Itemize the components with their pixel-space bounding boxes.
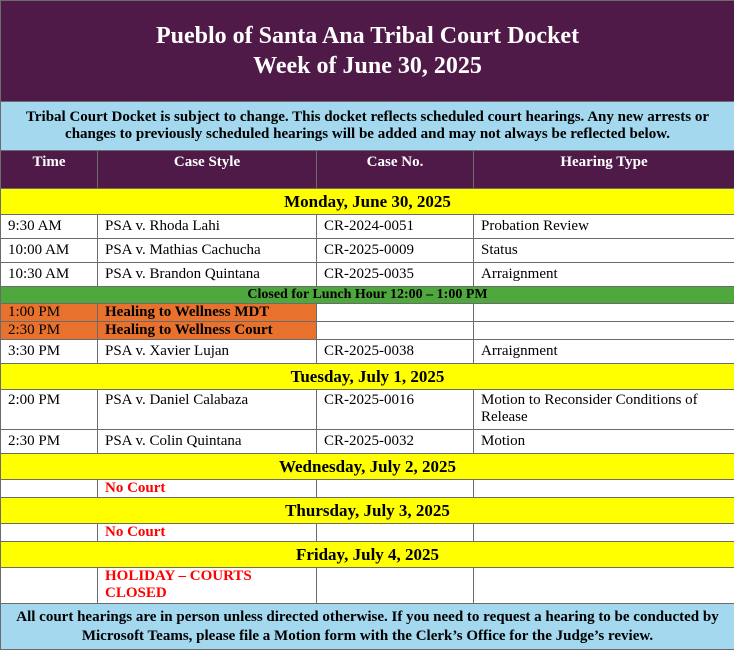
change-notice: Tribal Court Docket is subject to change. This docket reflects scheduled court hearings. Any new arrests or changes to previously scheduled hearings will be added and may not always be reflected below. xyxy=(1,102,734,151)
hearing-type xyxy=(474,524,734,542)
hearing-type: Arraignment xyxy=(474,340,734,364)
table-row xyxy=(1,390,734,430)
hearing-type xyxy=(474,322,734,340)
hearing-time: 10:00 AM xyxy=(1,239,98,263)
case-style: PSA v. Brandon Quintana xyxy=(98,263,317,287)
case-number xyxy=(317,304,474,322)
holiday-note: HOLIDAY – COURTS CLOSED xyxy=(98,568,317,604)
table-row xyxy=(1,239,734,263)
case-number xyxy=(317,480,474,498)
title-line-1: Pueblo of Santa Ana Tribal Court Docket xyxy=(1,21,734,51)
table-row xyxy=(1,480,734,498)
hearing-type: Motion xyxy=(474,430,734,454)
hearing-type: Arraignment xyxy=(474,263,734,287)
hearing-time: 2:30 PM xyxy=(1,430,98,454)
no-court-note: No Court xyxy=(98,524,317,542)
hearing-time xyxy=(1,480,98,498)
table-row xyxy=(1,340,734,364)
hearing-time: 10:30 AM xyxy=(1,263,98,287)
hearing-time: 9:30 AM xyxy=(1,215,98,239)
hearing-type xyxy=(474,304,734,322)
footer-notice: All court hearings are in person unless directed otherwise. If you need to request a hearing to be conducted by Microsoft Teams, please file a Motion form with the Clerk’s Office for the Judge’s review. xyxy=(1,604,734,650)
hearing-type xyxy=(474,480,734,498)
day-header-thursday: Thursday, July 3, 2025 xyxy=(1,498,734,524)
case-style: PSA v. Daniel Calabaza xyxy=(98,390,317,430)
hearing-type xyxy=(474,568,734,604)
case-number xyxy=(317,322,474,340)
no-court-note: No Court xyxy=(98,480,317,498)
case-style: PSA v. Rhoda Lahi xyxy=(98,215,317,239)
case-number: CR-2025-0038 xyxy=(317,340,474,364)
case-number xyxy=(317,568,474,604)
table-row xyxy=(1,215,734,239)
case-number: CR-2025-0035 xyxy=(317,263,474,287)
case-style: PSA v. Mathias Cachucha xyxy=(98,239,317,263)
case-style: Healing to Wellness MDT xyxy=(98,304,317,322)
case-style: Healing to Wellness Court xyxy=(98,322,317,340)
hearing-time: 1:00 PM xyxy=(1,304,98,322)
table-row xyxy=(1,568,734,604)
lunch-break-banner: Closed for Lunch Hour 12:00 – 1:00 PM xyxy=(1,287,734,304)
column-header-time: Time xyxy=(1,151,98,189)
table-row xyxy=(1,430,734,454)
table-row xyxy=(1,524,734,542)
hearing-time: 3:30 PM xyxy=(1,340,98,364)
hearing-time: 2:00 PM xyxy=(1,390,98,430)
hearing-time: 2:30 PM xyxy=(1,322,98,340)
table-row xyxy=(1,304,734,322)
hearing-type: Motion to Reconsider Conditions of Release xyxy=(474,390,734,430)
case-number xyxy=(317,524,474,542)
case-style: PSA v. Xavier Lujan xyxy=(98,340,317,364)
column-header-hearing-type: Hearing Type xyxy=(474,151,734,189)
column-header-case-no: Case No. xyxy=(317,151,474,189)
title-line-2: Week of June 30, 2025 xyxy=(1,51,734,81)
table-row xyxy=(1,263,734,287)
case-number: CR-2025-0016 xyxy=(317,390,474,430)
table-row xyxy=(1,322,734,340)
day-header-monday: Monday, June 30, 2025 xyxy=(1,189,734,215)
hearing-time xyxy=(1,524,98,542)
day-header-friday: Friday, July 4, 2025 xyxy=(1,542,734,568)
case-number: CR-2025-0009 xyxy=(317,239,474,263)
day-header-wednesday: Wednesday, July 2, 2025 xyxy=(1,454,734,480)
case-style: PSA v. Colin Quintana xyxy=(98,430,317,454)
column-header-case-style: Case Style xyxy=(98,151,317,189)
docket-title xyxy=(1,1,734,102)
case-number: CR-2024-0051 xyxy=(317,215,474,239)
day-header-tuesday: Tuesday, July 1, 2025 xyxy=(1,364,734,390)
hearing-time xyxy=(1,568,98,604)
case-number: CR-2025-0032 xyxy=(317,430,474,454)
hearing-type: Status xyxy=(474,239,734,263)
hearing-type: Probation Review xyxy=(474,215,734,239)
